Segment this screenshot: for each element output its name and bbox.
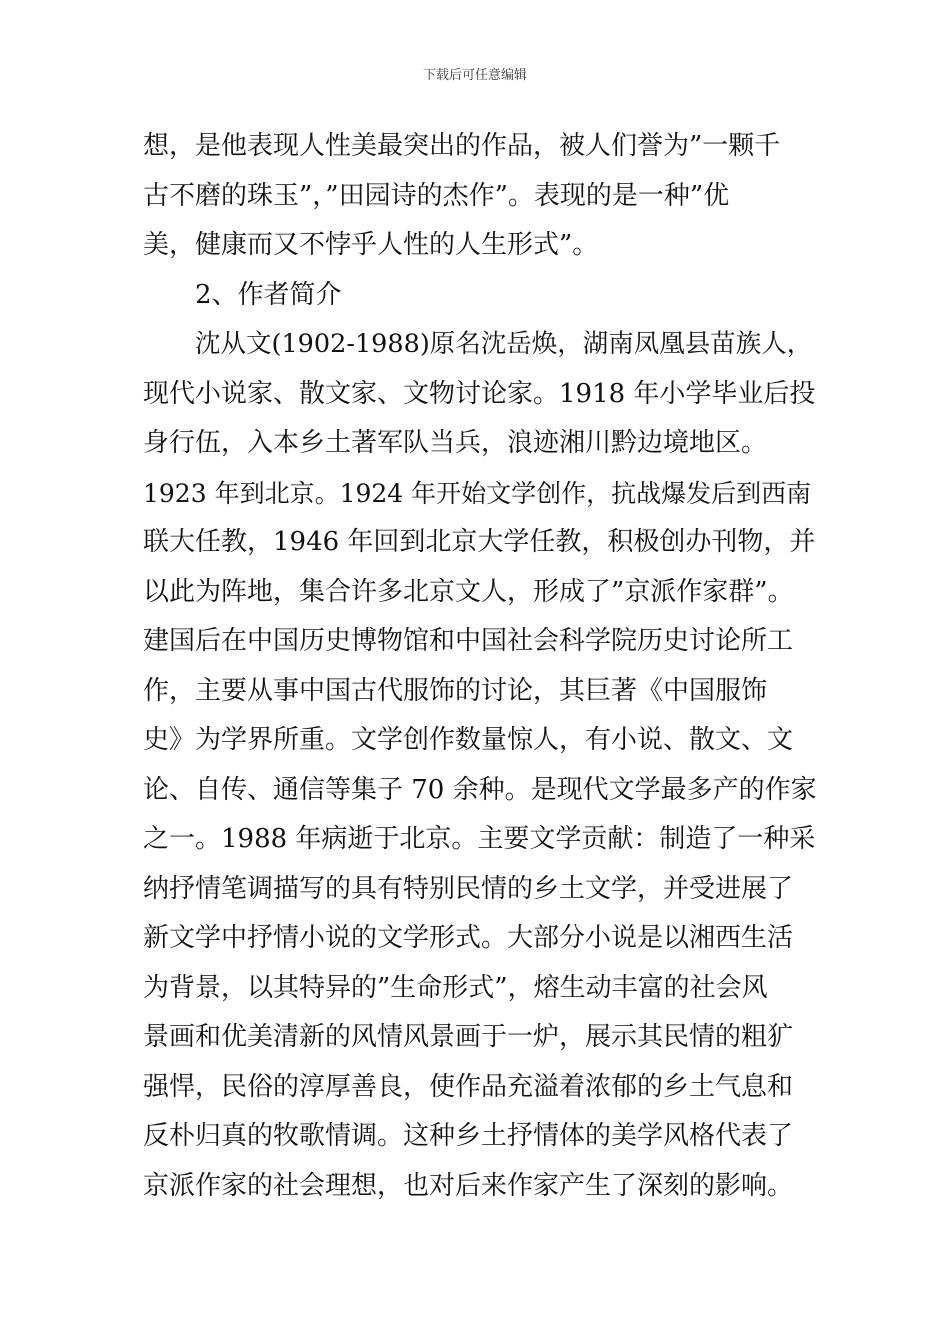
page-header: 下载后可任意编辑 [422, 68, 527, 83]
text-line: 沈从文(1902-1988)原名沈岳焕，湖南凤凰县苗族人， [195, 329, 813, 359]
text-line: 美，健康而又不悖乎人性的人生形式”。 [143, 230, 599, 260]
text-line: 京派作家的社会理想，也对后来作家产生了深刻的影响。 [143, 1170, 794, 1201]
text-line: 反朴归真的牧歌情调。这种乡土抒情体的美学风格代表了 [143, 1121, 794, 1151]
text-line: 新文学中抒情小说的文学形式。大部分小说是以湘西生活 [143, 923, 794, 953]
text-line: 以此为阵地，集合许多北京文人，形成了”京派作家群”。 [143, 576, 794, 607]
text-line: 作，主要从事中国古代服饰的讨论，其巨著《中国服饰 [143, 675, 768, 706]
text-line: 史》为学界所重。文学创作数量惊人，有小说、散文、文 [143, 725, 794, 755]
text-line: 为背景，以其特异的”生命形式”，熔生动丰富的社会风 [143, 972, 768, 1003]
text-line: 身行伍，入本乡土著军队当兵，浪迹湘川黔边境地区。 [143, 428, 768, 458]
text-line: 想，是他表现人性美最突出的作品，被人们誉为”一颗千 [143, 131, 781, 161]
text-line: 纳抒情笔调描写的具有特别民情的乡土文学，并受进展了 [143, 873, 794, 904]
text-line: 论、自传、通信等集子 70 余种。是现代文学最多产的作家 [143, 774, 817, 805]
text-line: 联大任教，1946 年回到北京大学任教，积极创办刊物，并 [143, 527, 816, 557]
text-line: 古不磨的珠玉”，”田园诗的杰作”。表现的是一种”优 [143, 180, 730, 211]
text-line: 强悍，民俗的淳厚善良，使作品充溢着浓郁的乡土气息和 [143, 1071, 794, 1102]
body-text [143, 122, 823, 1211]
text-line: 景画和优美清新的风情风景画于一炉，展示其民情的粗犷 [143, 1022, 794, 1052]
text-line: 之一。1988 年病逝于北京。主要文学贡献：制造了一种采 [143, 824, 816, 854]
text-line: 建国后在中国历史博物馆和中国社会科学院历史讨论所工 [143, 626, 794, 656]
text-line: 1923 年到北京。1924 年开始文学创作，抗战爆发后到西南 [143, 478, 812, 508]
text-line: 现代小说家、散文家、文物讨论家。1918 年小学毕业后投 [143, 378, 816, 409]
section-heading: 2、作者简介 [195, 279, 342, 310]
